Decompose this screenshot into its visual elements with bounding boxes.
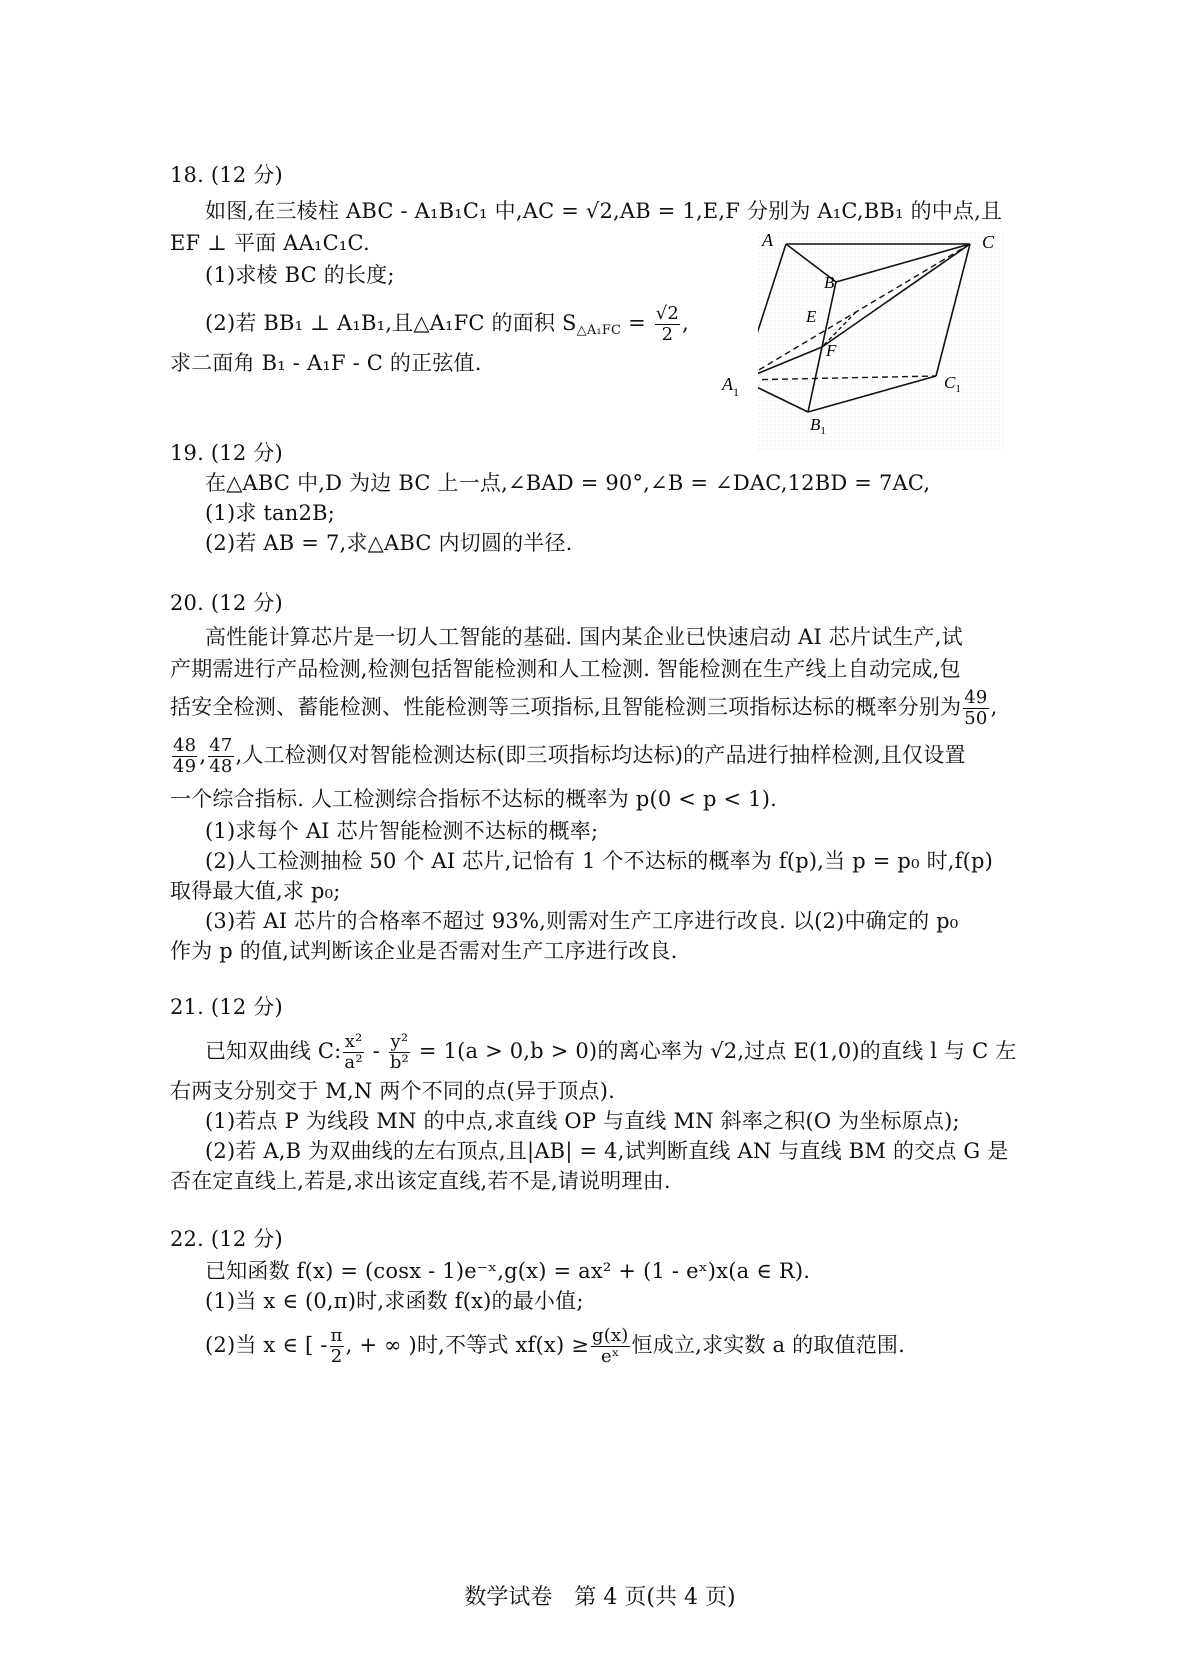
q21-frac-y2-b2 xyxy=(389,1032,410,1073)
prism-figure xyxy=(758,232,1006,452)
q21-frac1-num: x² xyxy=(344,1031,363,1052)
label-B: B xyxy=(824,273,835,292)
q20-frac2-den: 49 xyxy=(173,756,197,777)
label-C1-letter: C xyxy=(944,373,956,392)
q20-part2: (2)人工检测抽检 50 个 AI 芯片,记恰有 1 个不达标的概率为 f(p),当 p = p₀ 时,f(p) xyxy=(205,849,994,873)
q21-part2-continued: 否在定直线上,若是,求出该定直线,若不是,请说明理由. xyxy=(170,1169,671,1193)
q20-frac-47-48 xyxy=(208,736,233,777)
q22-pi-den: 2 xyxy=(330,1346,343,1367)
q22-frac-pi-2 xyxy=(330,1326,344,1367)
q22-part1: (1)当 x ∈ (0,π)时,求函数 f(x)的最小值; xyxy=(205,1289,584,1313)
label-F: F xyxy=(826,341,837,360)
q21-frac2-den: b² xyxy=(389,1052,409,1073)
q20-frac1-den: 50 xyxy=(964,708,988,729)
q20-part2-continued: 取得最大值,求 p₀; xyxy=(170,879,341,903)
q18-part2-text: (2)若 BB₁ ⊥ A₁B₁,且△A₁FC 的面积 S xyxy=(205,311,577,335)
q21-frac1-den: a² xyxy=(344,1052,363,1073)
q22-part2-text-b: , + ∞ )时,不等式 xf(x) ≥ xyxy=(345,1333,590,1357)
q22-stem: 已知函数 f(x) = (cosx - 1)e⁻ˣ,g(x) = ax² + (1 - eˣ)x(a ∈ R). xyxy=(205,1259,811,1283)
q20-frac2-num: 48 xyxy=(173,735,197,756)
q21-stem-line2: 右两支分别交于 M,N 两个不同的点(异于顶点). xyxy=(170,1079,615,1103)
q19-stem: 在△ABC 中,D 为边 BC 上一点,∠BAD = 90°,∠B = ∠DAC,12BD = 7AC, xyxy=(205,471,931,495)
q22-part2-text-c: 恒成立,求实数 a 的取值范围. xyxy=(631,1333,905,1357)
q20-part3-continued: 作为 p 的值,试判断该企业是否需对生产工序进行改良. xyxy=(170,939,678,963)
q21-frac2-num: y² xyxy=(390,1031,409,1052)
label-E: E xyxy=(806,307,817,326)
q20-stem-line2: 产期需进行产品检测,检测包括智能检测和人工检测. 智能检测在生产线上自动完成,包 xyxy=(170,657,961,681)
label-A1-holder xyxy=(718,368,758,404)
q18-part1: (1)求棱 BC 的长度; xyxy=(205,263,395,287)
q21-minus: - xyxy=(365,1039,387,1063)
q19-part1: (1)求 tan2B; xyxy=(205,501,335,525)
q19-heading: 19. (12 分) xyxy=(170,441,283,465)
q18-equals: = xyxy=(621,311,653,335)
q20-stem-line5: 一个综合指标. 人工检测综合指标不达标的概率为 p(0 < p < 1). xyxy=(170,787,777,811)
label-A1 xyxy=(721,374,739,399)
q22-pi-num: π xyxy=(330,1325,343,1346)
q20-frac3-num: 47 xyxy=(209,735,233,756)
q19-part2: (2)若 AB = 7,求△ABC 内切圆的半径. xyxy=(205,531,573,555)
q20-heading: 20. (12 分) xyxy=(170,591,283,615)
q21-part1: (1)若点 P 为线段 MN 的中点,求直线 OP 与直线 MN 斜率之积(O 为坐标原点); xyxy=(205,1109,960,1133)
q20-frac-48-49 xyxy=(172,736,197,777)
q20-stem-line3-text: 括安全检测、蓄能检测、性能检测等三项指标,且智能检测三项指标达标的概率分别为 xyxy=(170,695,962,719)
q21-stem-text-b: = 1(a > 0,b > 0)的离心率为 √2,过点 E(1,0)的直线 l 与 C 左 xyxy=(411,1039,1017,1063)
q20-part3: (3)若 AI 芯片的合格率不超过 93%,则需对生产工序进行改良. 以(2)中确定的 p₀ xyxy=(205,909,959,933)
label-A: A xyxy=(762,232,773,250)
q21-stem-line1 xyxy=(205,1032,1016,1073)
q20-line3-comma: , xyxy=(990,695,998,719)
label-A1-sub: 1 xyxy=(733,385,739,399)
q22-g-den: eˣ xyxy=(600,1346,620,1367)
q18-stem-line2: EF ⊥ 平面 AA₁C₁C. xyxy=(170,231,370,255)
q20-stem-line1: 高性能计算芯片是一切人工智能的基础. 国内某企业已快速启动 AI 芯片试生产,试 xyxy=(205,625,963,649)
q20-stem-line3 xyxy=(170,688,997,729)
page-footer: 数学试卷 第 4 页(共 4 页) xyxy=(464,1585,736,1610)
q22-g-num: g(x) xyxy=(592,1325,629,1346)
q20-frac1-num: 49 xyxy=(964,687,988,708)
q22-part2-text-a: (2)当 x ∈ [ - xyxy=(205,1333,328,1357)
label-C1-sub: 1 xyxy=(955,383,961,395)
q18-area-num: √2 xyxy=(655,303,680,324)
q18-area-subscript: △A₁FC xyxy=(576,323,622,338)
q20-stem-line4 xyxy=(170,736,966,777)
q20-frac-comma: , xyxy=(199,743,207,767)
q22-heading: 22. (12 分) xyxy=(170,1227,283,1251)
label-B1-letter: B xyxy=(810,415,821,434)
q21-stem-text-a: 已知双曲线 C: xyxy=(205,1039,342,1063)
label-A1-letter: A xyxy=(722,374,733,394)
q21-part2: (2)若 A,B 为双曲线的左右顶点,且|AB| = 4,试判断直线 AN 与直线 BM 的交点 G 是 xyxy=(205,1139,1009,1163)
q18-area-den: 2 xyxy=(661,324,674,345)
q21-heading: 21. (12 分) xyxy=(170,995,283,1019)
q21-frac-x2-a2 xyxy=(343,1032,363,1073)
label-C: C xyxy=(982,232,995,252)
q20-frac3-den: 48 xyxy=(209,756,233,777)
q18-part2 xyxy=(205,304,689,345)
q20-stem-line4-text: ,人工检测仅对智能检测达标(即三项指标均达标)的产品进行抽样检测,且仅设置 xyxy=(235,743,966,767)
q18-part2-comma: , xyxy=(682,311,689,335)
q18-part2-continued: 求二面角 B₁ - A₁F - C 的正弦值. xyxy=(170,351,482,375)
q20-part1: (1)求每个 AI 芯片智能检测不达标的概率; xyxy=(205,819,599,843)
figure-background xyxy=(758,232,1006,452)
q18-heading: 18. (12 分) xyxy=(170,163,283,187)
label-B1-sub: 1 xyxy=(820,425,826,437)
q18-area-fraction xyxy=(655,304,680,345)
q22-frac-g-ex xyxy=(591,1326,630,1367)
q18-stem-line1: 如图,在三棱柱 ABC - A₁B₁C₁ 中,AC = √2,AB = 1,E,F 分别为 A₁C,BB₁ 的中点,且 xyxy=(205,199,1003,223)
q22-part2 xyxy=(205,1326,905,1367)
q20-frac-49-50 xyxy=(963,688,988,729)
